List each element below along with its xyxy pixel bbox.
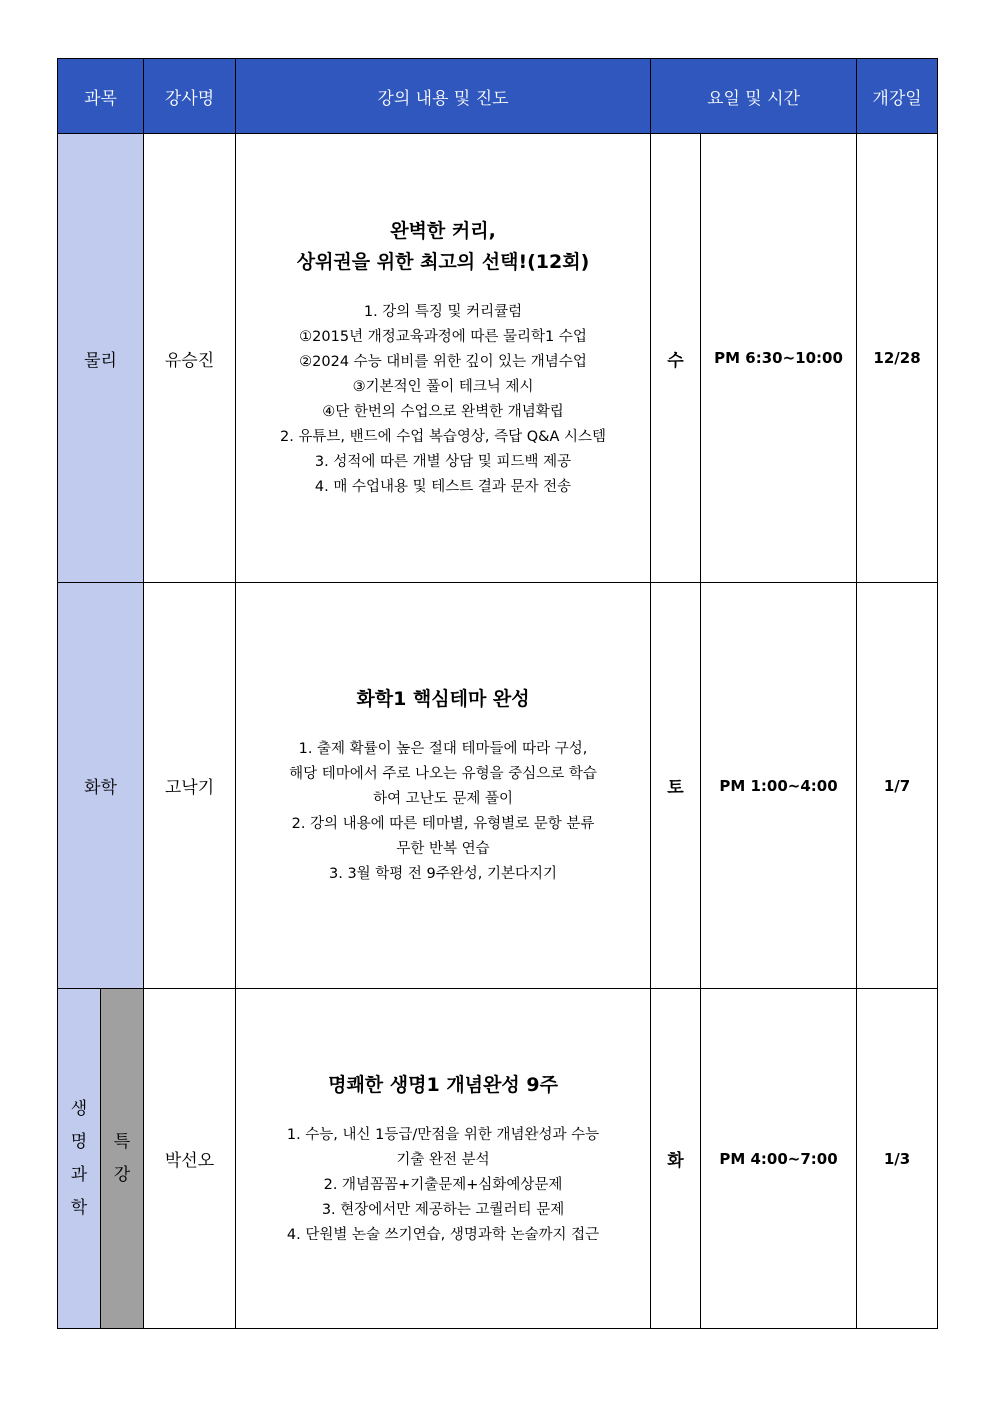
course-title-line: 상위권을 위한 최고의 선택!(12회) bbox=[296, 251, 590, 273]
header-row bbox=[58, 59, 938, 134]
course-detail-line: ④단 한번의 수업으로 완벽한 개념확립 bbox=[322, 404, 564, 420]
subject-cell bbox=[58, 989, 101, 1329]
course-detail-line: 1. 수능, 내신 1등급/만점을 위한 개념완성과 수능 bbox=[286, 1126, 600, 1143]
course-detail-line: 하여 고난도 문제 풀이 bbox=[373, 791, 513, 807]
course-detail-line: 2. 유튜브, 밴드에 수업 복습영상, 즉답 Q&A 시스템 bbox=[279, 429, 607, 445]
subject-char: 학 bbox=[70, 1197, 88, 1218]
instructor-cell: 유승진 bbox=[144, 134, 236, 583]
start-date-cell: 1/7 bbox=[857, 583, 938, 989]
instructor-cell: 박선오 bbox=[144, 989, 236, 1329]
subject-char: 명 bbox=[70, 1131, 88, 1152]
instructor-cell: 고낙기 bbox=[144, 583, 236, 989]
course-detail-line: 3. 성적에 따른 개별 상담 및 피드백 제공 bbox=[314, 454, 572, 470]
course-detail-line: 3. 3월 학평 전 9주완성, 기본다지기 bbox=[329, 866, 558, 882]
course-detail-line: 3. 현장에서만 제공하는 고퀄러티 문제 bbox=[321, 1201, 565, 1218]
course-detail-line: 1. 출제 확률이 높은 절대 테마들에 따라 구성, bbox=[298, 741, 588, 757]
header-schedule: 요일 및 시간 bbox=[651, 59, 857, 134]
subject-cell: 화학 bbox=[58, 583, 144, 989]
course-content bbox=[236, 583, 651, 989]
header-instructor: 강사명 bbox=[144, 59, 236, 134]
time-cell: PM 1:00~4:00 bbox=[701, 583, 857, 989]
subject-cell: 물리 bbox=[58, 134, 144, 583]
subject-char: 과 bbox=[70, 1164, 88, 1185]
course-detail-line: 4. 매 수업내용 및 테스트 결과 문자 전송 bbox=[314, 479, 572, 495]
header-subject: 과목 bbox=[58, 59, 144, 134]
course-detail-line: ③기본적인 풀이 테크닉 제시 bbox=[352, 379, 534, 395]
header-content: 강의 내용 및 진도 bbox=[236, 59, 651, 134]
time-cell: PM 4:00~7:00 bbox=[701, 989, 857, 1329]
course-title bbox=[236, 1070, 650, 1101]
course-detail-line: 1. 강의 특징 및 커리큘럼 bbox=[363, 304, 523, 320]
course-content bbox=[236, 989, 651, 1329]
header-start-date: 개강일 bbox=[857, 59, 938, 134]
course-detail-line: 2. 강의 내용에 따른 테마별, 유형별로 문항 분류 bbox=[291, 816, 595, 832]
start-date-cell: 12/28 bbox=[857, 134, 938, 583]
course-row-physics bbox=[58, 134, 938, 583]
course-title bbox=[236, 684, 650, 715]
day-cell: 화 bbox=[651, 989, 701, 1329]
course-detail-line: 기출 완전 분석 bbox=[396, 1151, 490, 1168]
time-cell: PM 6:30~10:00 bbox=[701, 134, 857, 583]
day-cell: 토 bbox=[651, 583, 701, 989]
course-row-chemistry bbox=[58, 583, 938, 989]
course-detail-line: 2. 개념꼼꼼+기출문제+심화예상문제 bbox=[323, 1176, 563, 1193]
course-detail-line: 4. 단원별 논술 쓰기연습, 생명과학 논술까지 접근 bbox=[286, 1226, 600, 1243]
course-title-line: 화학1 핵심테마 완성 bbox=[356, 688, 530, 710]
special-lecture-tag bbox=[101, 989, 144, 1329]
tag-char: 특 bbox=[113, 1131, 131, 1152]
course-detail-line: ①2015년 개정교육과정에 따른 물리학1 수업 bbox=[299, 329, 587, 345]
course-row-life-science bbox=[58, 989, 938, 1329]
start-date-cell: 1/3 bbox=[857, 989, 938, 1329]
course-detail-line: 해당 테마에서 주로 나오는 유형을 중심으로 학습 bbox=[289, 766, 597, 782]
tag-char: 강 bbox=[113, 1164, 131, 1185]
course-content bbox=[236, 134, 651, 583]
course-detail-line: 무한 반복 연습 bbox=[396, 841, 490, 857]
day-cell: 수 bbox=[651, 134, 701, 583]
subject-char: 생 bbox=[70, 1098, 88, 1119]
course-detail-line: ②2024 수능 대비를 위한 깊이 있는 개념수업 bbox=[299, 354, 587, 370]
course-schedule-table bbox=[57, 58, 938, 1329]
course-title bbox=[236, 216, 650, 278]
course-title-line: 명쾌한 생명1 개념완성 9주 bbox=[328, 1073, 558, 1096]
course-title-line: 완벽한 커리, bbox=[390, 220, 496, 242]
